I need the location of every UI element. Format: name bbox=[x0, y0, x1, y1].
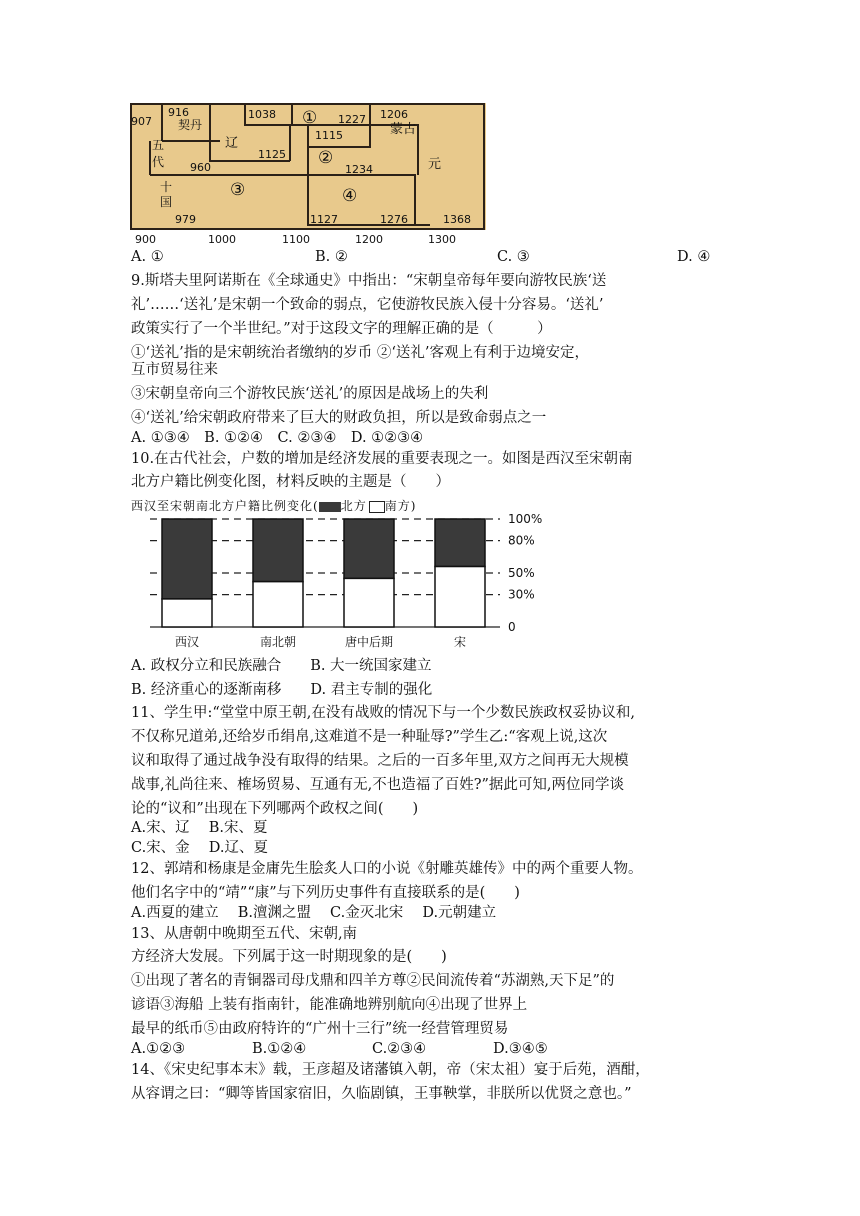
q11-line-5: 论的“议和”出现在下列哪两个政权之间( ) bbox=[131, 801, 419, 817]
cell-4-label: ④ bbox=[342, 186, 358, 206]
bar-north-0 bbox=[162, 519, 212, 599]
dynasty-timeline-map bbox=[130, 103, 490, 248]
label-liao: 辽 bbox=[225, 136, 239, 151]
q14-line-2: 从容谓之曰：“卿等皆国家宿旧，久临剧镇，王事鞅掌，非朕所以优贤之意也。” bbox=[131, 1086, 632, 1102]
q12-options[interactable]: A.西夏的建立 B.澶渊之盟 C.金灭北宋 D.元朝建立 bbox=[131, 905, 497, 921]
y-tick-label-4: 0 bbox=[508, 620, 516, 634]
q11-options-row-2[interactable]: C.宋、金 D.辽、夏 bbox=[131, 840, 269, 856]
q13-options bbox=[0, 1039, 860, 1059]
q12-line-1: 12、郭靖和杨康是金庸先生脍炙人口的小说《射雕英雄传》中的两个重要人物。 bbox=[131, 861, 643, 877]
category-label-2: 唐中后期 bbox=[344, 635, 394, 649]
q8-option-d[interactable]: D. ④ bbox=[677, 249, 711, 265]
q13-line-5: 最早的纸币⑤由政府特许的“广州十三行”统一经营管理贸易 bbox=[131, 1021, 509, 1037]
legend-south-label: 南方 bbox=[384, 499, 411, 513]
year-1127: 1127 bbox=[310, 213, 338, 226]
q13-option-c[interactable]: C.②③④ bbox=[372, 1041, 427, 1057]
year-1276: 1276 bbox=[380, 213, 408, 226]
label-shiguo-1: 十 bbox=[160, 180, 173, 194]
y-tick-label-0: 100% bbox=[508, 512, 543, 526]
household-ratio-chart bbox=[130, 512, 570, 652]
category-label-0: 西汉 bbox=[174, 635, 200, 649]
label-wudai-1: 五 bbox=[152, 138, 165, 152]
q13-line-3: ①出现了著名的青铜器司母戊鼎和四羊方尊②民间流传着“苏湖熟,天下足”的 bbox=[131, 973, 615, 989]
bar-north-2 bbox=[344, 519, 394, 578]
category-label-1: 南北朝 bbox=[259, 635, 297, 649]
y-tick-label-3: 30% bbox=[508, 587, 535, 602]
year-1368: 1368 bbox=[443, 213, 471, 226]
q9-line-6: ③宋朝皇帝向三个游牧民族‘送礼’的原因是战场上的失利 bbox=[131, 386, 489, 402]
q8-option-a[interactable]: A. ① bbox=[131, 249, 164, 265]
axis-1200: 1200 bbox=[355, 233, 383, 246]
q9-line-3: 政策实行了一个半世纪。”对于这段文字的理解正确的是（ ） bbox=[131, 321, 552, 337]
label-mongol: 蒙古 bbox=[390, 122, 417, 137]
q13-line-4: 谚语③海船 上装有指南针，能准确地辨别航向④出现了世界上 bbox=[131, 997, 528, 1013]
q11-line-4: 战事,礼尚往来、榷场贸易、互通有无,不也造福了百姓?”据此可知,两位同学谈 bbox=[131, 777, 625, 793]
q13-line-1: 13、从唐朝中晚期至五代、宋朝,南 bbox=[131, 926, 358, 942]
bar-north-1 bbox=[253, 519, 303, 582]
cell-2-label: ② bbox=[318, 148, 334, 168]
q9-line-5: 互市贸易往来 bbox=[131, 362, 218, 378]
cell-3-label: ③ bbox=[230, 180, 246, 200]
year-960: 960 bbox=[190, 161, 211, 174]
q12-line-2: 他们名字中的“靖”“康”与下列历史事件有直接联系的是( ) bbox=[131, 885, 520, 901]
year-916: 916 bbox=[168, 106, 189, 119]
legend-south-swatch bbox=[369, 501, 385, 513]
q9-line-1: 9.斯塔夫里阿诺斯在《全球通史》中指出：“宋朝皇帝每年要向游牧民族‘送 bbox=[131, 273, 607, 289]
chart-title-text: 西汉至宋朝南北方户籍比例变化( bbox=[131, 499, 319, 513]
q10-options-row-1[interactable]: A. 政权分立和民族融合 B. 大一统国家建立 bbox=[131, 658, 432, 674]
cell-1-label: ① bbox=[302, 108, 318, 128]
q13-option-a[interactable]: A.①②③ bbox=[131, 1041, 186, 1057]
q9-options[interactable]: A. ①③④ B. ①②④ C. ②③④ D. ①②③④ bbox=[131, 430, 424, 446]
q9-line-7: ④‘送礼’给宋朝政府带来了巨大的财政负担，所以是致命弱点之一 bbox=[131, 410, 547, 426]
year-1038: 1038 bbox=[248, 108, 276, 121]
y-tick-label-2: 50% bbox=[508, 566, 535, 580]
q14-line-1: 14、《宋史纪事本末》载，王彦超及诸藩镇入朝，帝（宋太祖）宴于后苑，酒酣， bbox=[131, 1062, 650, 1078]
q10-line-1: 10.在古代社会，户数的增加是经济发展的重要表现之一。如图是西汉至宋朝南 bbox=[131, 451, 633, 467]
y-tick-label-1: 80% bbox=[508, 533, 535, 548]
bar-south-2 bbox=[344, 578, 394, 627]
q8-options bbox=[0, 247, 860, 267]
q8-option-c[interactable]: C. ③ bbox=[497, 249, 530, 265]
q13-line-2: 方经济大发展。下列属于这一时期现象的是( ) bbox=[131, 949, 447, 965]
year-907: 907 bbox=[131, 115, 152, 128]
q13-option-b[interactable]: B.①②④ bbox=[252, 1041, 307, 1057]
legend-north-swatch bbox=[319, 502, 341, 512]
q11-line-3: 议和取得了通过战争没有取得的结果。之后的一百多年里,双方之间再无大规模 bbox=[131, 753, 629, 769]
axis-900: 900 bbox=[135, 233, 156, 246]
bar-south-0 bbox=[162, 599, 212, 627]
year-979: 979 bbox=[175, 213, 196, 226]
q11-line-1: 11、学生甲:“堂堂中原王朝,在没有战败的情况下与一个少数民族政权妥协议和, bbox=[131, 705, 635, 721]
year-1125: 1125 bbox=[258, 148, 286, 161]
chart-title-suffix: ) bbox=[410, 499, 417, 513]
q11-options-row-1[interactable]: A.宋、辽 B.宋、夏 bbox=[131, 820, 268, 836]
legend-north-label: 北方 bbox=[340, 499, 367, 513]
q8-option-b[interactable]: B. ② bbox=[315, 249, 348, 265]
axis-1100: 1100 bbox=[282, 233, 310, 246]
map-axis bbox=[135, 233, 456, 246]
bar-north-3 bbox=[435, 519, 485, 567]
category-label-3: 宋 bbox=[453, 635, 467, 649]
year-1227: 1227 bbox=[338, 113, 366, 126]
axis-1000: 1000 bbox=[208, 233, 236, 246]
q13-option-d[interactable]: D.③④⑤ bbox=[493, 1041, 548, 1057]
bar-south-1 bbox=[253, 582, 303, 627]
q9-line-2: 礼’……‘送礼’是宋朝一个致命的弱点，它使游牧民族入侵十分容易。‘送礼’ bbox=[131, 297, 604, 313]
year-1115: 1115 bbox=[315, 129, 343, 142]
q10-line-2: 北方户籍比例变化图，材料反映的主题是（ ） bbox=[131, 474, 450, 490]
label-shiguo-2: 国 bbox=[160, 195, 173, 209]
label-wudai-2: 代 bbox=[152, 155, 165, 169]
bar-south-3 bbox=[435, 567, 485, 627]
axis-1300: 1300 bbox=[428, 233, 456, 246]
q10-options-row-2[interactable]: B. 经济重心的逐渐南移 D. 君主专制的强化 bbox=[131, 682, 433, 698]
label-yuan: 元 bbox=[428, 157, 442, 172]
year-1234: 1234 bbox=[345, 163, 373, 176]
label-qidan: 契丹 bbox=[178, 118, 203, 132]
q11-line-2: 不仅称兄道弟,还给岁币绢帛,这难道不是一种耻辱?”学生乙:“客观上说,这次 bbox=[131, 729, 608, 745]
year-1206: 1206 bbox=[380, 108, 408, 121]
q9-line-4: ①‘送礼’指的是宋朝统治者缴纳的岁币 ②‘送礼’客观上有利于边境安定， bbox=[131, 345, 590, 361]
